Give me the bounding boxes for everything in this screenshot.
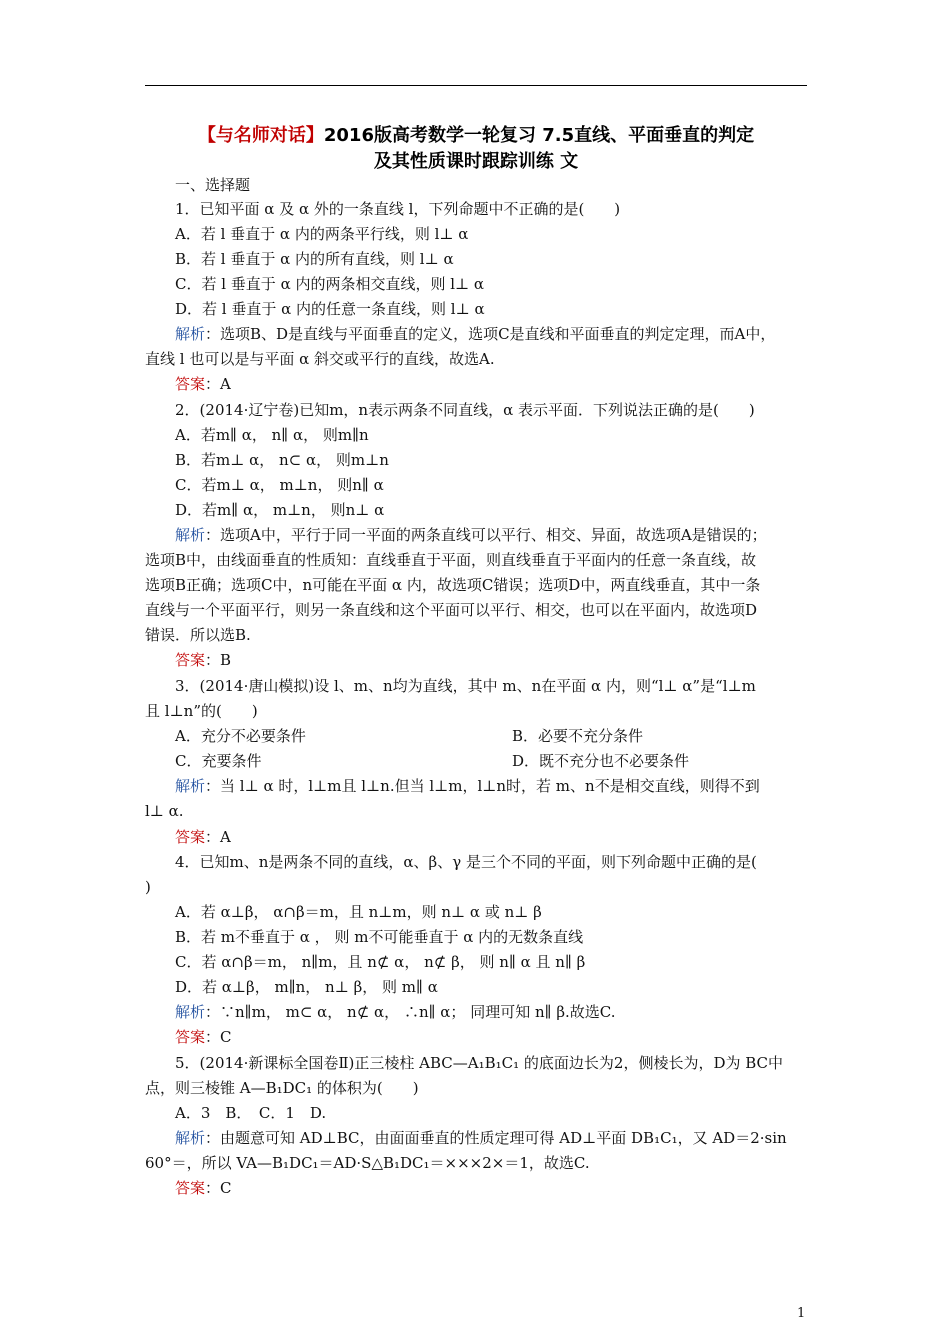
answer-text: ：C <box>205 1028 232 1046</box>
analysis-label: 解析 <box>175 526 206 544</box>
answer-text: ：C <box>205 1179 232 1197</box>
analysis-label: 解析 <box>175 325 206 343</box>
analysis-text: ：∵n∥m， m⊂ α， n⊄ α， ∴n∥ α； 同理可知 n∥ β.故选C. <box>205 1003 616 1021</box>
title-line-1 <box>145 123 807 149</box>
answer-text: ：A <box>205 375 231 393</box>
q2-analysis-cont-3: 直线与一个平面平行，则另一条直线和这个平面可以平行、相交，也可以在平面内，故选项D <box>145 601 758 619</box>
q3-option-a: A．充分不必要条件 <box>175 727 306 745</box>
q4-answer <box>175 1027 232 1047</box>
q2-answer <box>175 650 231 670</box>
q5-options: A．3 B． C．1 D. <box>175 1104 327 1122</box>
q5-analysis-cont: 60°＝，所以 VA—B₁DC₁＝AD·S△B₁DC₁＝×××2×＝1，故选C. <box>145 1154 590 1172</box>
q3-option-b: B．必要不充分条件 <box>512 727 644 745</box>
q3-stem-cont: 且 l⊥n”的( ) <box>145 702 258 720</box>
q3-analysis <box>175 776 760 796</box>
answer-text: ：B <box>205 651 232 669</box>
answer-label: 答案 <box>175 375 206 393</box>
answer-text: ：A <box>205 828 231 846</box>
q5-stem-cont: 点，则三棱锥 A—B₁DC₁ 的体积为( ) <box>145 1079 419 1097</box>
q1-analysis <box>175 324 775 344</box>
analysis-text: ：选项B、D是直线与平面垂直的定义，选项C是直线和平面垂直的判定定理，而A中， <box>205 325 776 343</box>
q2-stem: 2．(2014·辽宁卷)已知m，n表示两条不同直线，α 表示平面．下列说法正确的是( ) <box>175 401 755 419</box>
answer-label: 答案 <box>175 1028 206 1046</box>
q3-option-d: D．既不充分也不必要条件 <box>512 752 690 770</box>
header-rule <box>145 85 807 86</box>
q1-option-b: B．若 l 垂直于 α 内的所有直线，则 l⊥ α <box>175 250 454 268</box>
title-text: 2016版高考数学一轮复习 7.5直线、平面垂直的判定 <box>323 125 755 146</box>
q1-option-d: D．若 l 垂直于 α 内的任意一条直线，则 l⊥ α <box>175 300 485 318</box>
q2-option-b: B．若m⊥ α， n⊂ α， 则m⊥n <box>175 451 389 469</box>
q2-option-d: D．若m∥ α， m⊥n， 则n⊥ α <box>175 501 385 519</box>
answer-label: 答案 <box>175 1179 206 1197</box>
analysis-label: 解析 <box>175 1129 206 1147</box>
q5-analysis <box>175 1128 787 1148</box>
q5-answer <box>175 1178 232 1198</box>
analysis-text: ：选项A中，平行于同一平面的两条直线可以平行、相交、异面，故选项A是错误的； <box>205 526 767 544</box>
q2-option-a: A．若m∥ α， n∥ α， 则m∥n <box>175 426 369 444</box>
q1-stem: 1．已知平面 α 及 α 外的一条直线 l，下列命题中不正确的是( ) <box>175 200 621 218</box>
q2-analysis-cont-2: 选项B正确；选项C中，n可能在平面 α 内，故选项C错误；选项D中，两直线垂直，其中一条 <box>145 576 761 594</box>
title-bracket: 【与名师对话】 <box>197 125 324 146</box>
q4-stem: 4．已知m、n是两条不同的直线，α、β、γ 是三个不同的平面，则下列命题中正确的是( <box>175 853 757 871</box>
answer-label: 答案 <box>175 651 206 669</box>
q4-option-b: B．若 m不垂直于 α ， 则 m不可能垂直于 α 内的无数条直线 <box>175 928 584 946</box>
answer-label: 答案 <box>175 828 206 846</box>
q1-option-a: A．若 l 垂直于 α 内的两条平行线，则 l⊥ α <box>175 225 469 243</box>
q1-option-c: C．若 l 垂直于 α 内的两条相交直线，则 l⊥ α <box>175 275 485 293</box>
analysis-text: ：当 l⊥ α 时，l⊥m且 l⊥n.但当 l⊥m，l⊥n时，若 m、n不是相交直线，则得不到 <box>205 777 760 795</box>
q1-answer <box>175 374 231 394</box>
q5-stem: 5．(2014·新课标全国卷Ⅱ)正三棱柱 ABC—A₁B₁C₁ 的底面边长为2，侧棱长为，D为 BC中 <box>175 1054 784 1072</box>
q4-option-a: A．若 α⊥β， α∩β＝m，且 n⊥m，则 n⊥ α 或 n⊥ β <box>175 903 542 921</box>
page-number: 1 <box>797 1306 806 1321</box>
q3-analysis-cont: l⊥ α. <box>145 802 184 820</box>
q3-options-row-2 <box>175 751 775 771</box>
q4-analysis <box>175 1002 615 1022</box>
q2-analysis-cont-1: 选项B中，由线面垂直的性质知：直线垂直于平面，则直线垂直于平面内的任意一条直线，故 <box>145 551 757 569</box>
analysis-label: 解析 <box>175 1003 206 1021</box>
q3-stem: 3．(2014·唐山模拟)设 l、m、n均为直线，其中 m、n在平面 α 内，则“l⊥ α”是“l⊥m <box>175 677 756 695</box>
q2-analysis <box>175 525 767 545</box>
q3-answer <box>175 827 231 847</box>
section-heading: 一、选择题 <box>175 176 251 194</box>
q3-options-row-1 <box>175 726 775 746</box>
q2-analysis-cont-4: 错误．所以选B. <box>145 626 251 644</box>
analysis-label: 解析 <box>175 777 206 795</box>
q4-option-d: D．若 α⊥β， m∥n， n⊥ β， 则 m∥ α <box>175 978 438 996</box>
q2-option-c: C．若m⊥ α， m⊥n， 则n∥ α <box>175 476 384 494</box>
q1-analysis-cont: 直线 l 也可以是与平面 α 斜交或平行的直线，故选A. <box>145 350 495 368</box>
q4-option-c: C．若 α∩β＝m， n∥m，且 n⊄ α， n⊄ β， 则 n∥ α 且 n∥ β <box>175 953 586 971</box>
q4-stem-cont: ) <box>145 878 151 896</box>
page-title <box>145 123 807 175</box>
analysis-text: ：由题意可知 AD⊥BC，由面面垂直的性质定理可得 AD⊥平面 DB₁C₁，又 AD＝2·sin <box>205 1129 787 1147</box>
q3-option-c: C．充要条件 <box>175 752 262 770</box>
title-line-2: 及其性质课时跟踪训练 文 <box>373 151 579 172</box>
